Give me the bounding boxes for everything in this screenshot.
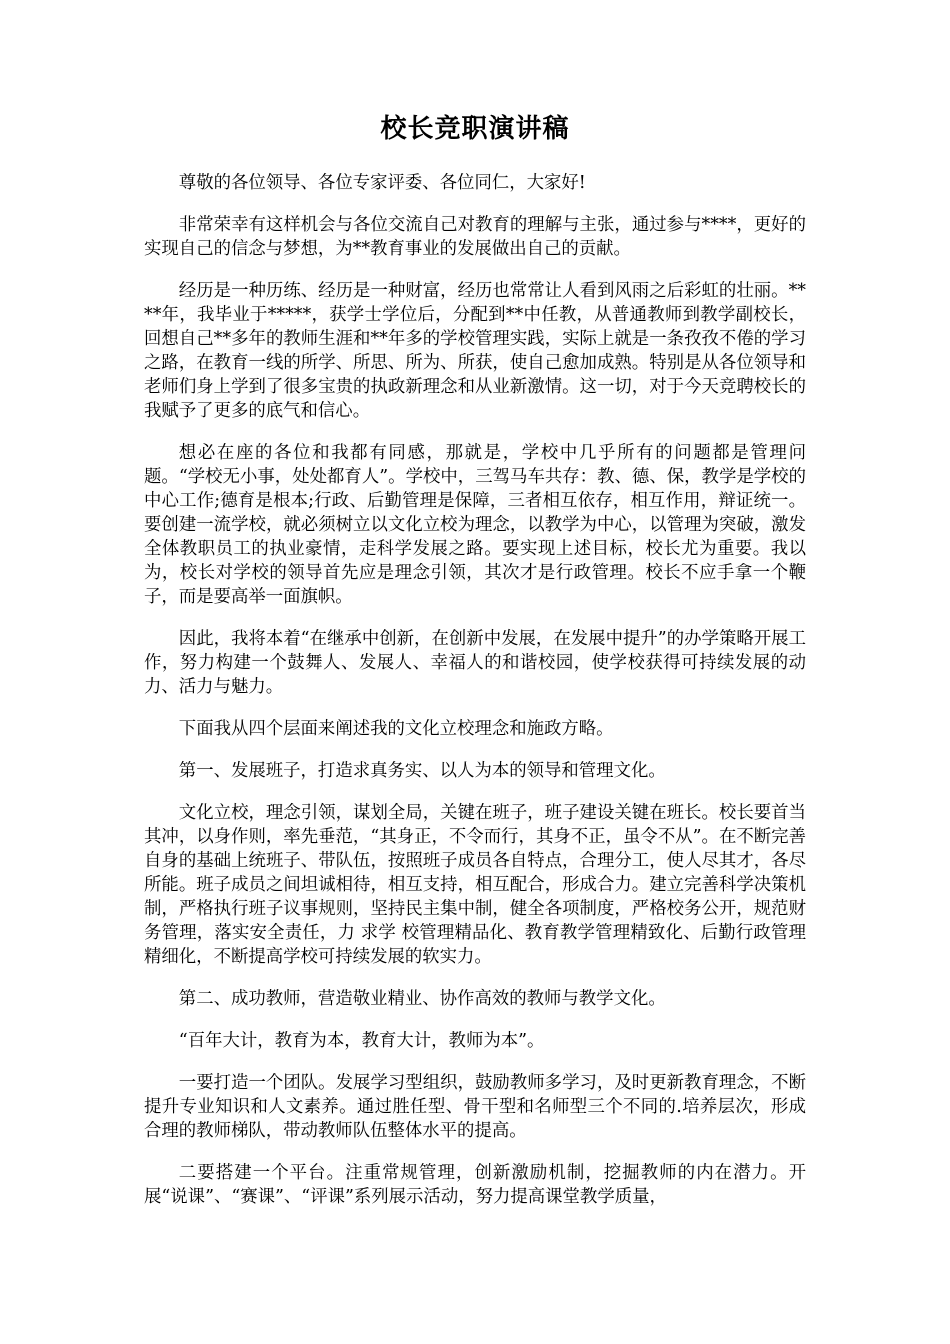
paragraph-experience: 经历是一种历练、经历是一种财富，经历也常常让人看到风雨之后彩虹的壮丽。****年，我毕业于*****，获学士学位后，分配到**中任教，从普通教师到教学副校长，回想自己**多年的教师生涯和**年多的学校管理实践，实际上就是一条孜孜不倦的学习之路，在教育一线的所学、所思、所为、所获，使自己愈加成熟。特别是从各位领导和老师们身上学到了很多宝贵的执政新理念和从业新激情。这一切，对于今天竞聘校长的我赋予了更多的底气和信心。 (144, 281, 806, 421)
paragraph-point-one-body: 文化立校，理念引领，谋划全局，关键在班子，班子建设关键在班长。校长要首当其冲，以身作则，率先垂范，“其身正，不令而行，其身不正，虽令不从”。在不断完善自身的基础上统班子、带队伍，按照班子成员各自特点，合理分工，使人尽其才，各尽所能。班子成员之间坦诚相待，相互支持，相互配合，形成合力。建立完善科学决策机制，严格执行班子议事规则，坚持民主集中制，健全各项制度，严格校务公开，规范财务管理，落实安全责任，力 求学 校管理精品化、教育教学管理精致化、后勤行政管理精细化，不断提高学校可持续发展的软实力。 (144, 803, 806, 967)
document-title: 校长竞职演讲稿 (380, 114, 570, 144)
paragraph-platform: 二要搭建一个平台。注重常规管理，创新激励机制，挖掘教师的内在潜力。开展“说课”、“赛课”、“评课”系列展示活动，努力提高课堂教学质量， (144, 1163, 806, 1207)
document-body (144, 171, 806, 1227)
paragraph-greeting: 尊敬的各位领导、各位专家评委、各位同仁，大家好! (178, 173, 586, 193)
paragraph-management-view: 想必在座的各位和我都有同感，那就是，学校中几乎所有的问题都是管理问题。“学校无小事，处处都育人”。学校中，三驾马车共存：教、德、保，教学是学校的中心工作;德育是根本;行政、后勤管理是保障，三者相互依存，相互作用，辩证统一。要创建一流学校，就必须树立以文化立校为理念，以教学为中心，以管理为突破，激发全体教职员工的执业豪情，走科学发展之路。要实现上述目标，校长尤为重要。我以为，校长对学校的领导首先应是理念引领，其次才是行政管理。校长不应手拿一个鞭子，而是要高举一面旗帜。 (144, 443, 806, 607)
paragraph-point-one-heading: 第一、发展班子，打造求真务实、以人为本的领导和管理文化。 (178, 761, 666, 781)
paragraph-point-two-heading: 第二、成功教师，营造敬业精业、协作高效的教师与教学文化。 (178, 989, 666, 1009)
paragraph-introduction: 非常荣幸有这样机会与各位交流自己对教育的理解与主张，通过参与****，更好的实现自己的信念与梦想，为**教育事业的发展做出自己的贡献。 (144, 215, 806, 259)
paragraph-quote: “百年大计，教育为本，教育大计，教师为本”。 (178, 1031, 545, 1051)
paragraph-strategy: 因此，我将本着“在继承中创新，在创新中发展，在发展中提升”的办学策略开展工作，努力构建一个鼓舞人、发展人、幸福人的和谐校园，使学校获得可持续发展的动力、活力与魅力。 (144, 629, 806, 697)
paragraph-team: 一要打造一个团队。发展学习型组织，鼓励教师多学习，及时更新教育理念，不断提升专业知识和人文素养。通过胜任型、骨干型和名师型三个不同的.培养层次，形成合理的教师梯队，带动教师队伍整体水平的提高。 (144, 1073, 806, 1141)
paragraph-outline: 下面我从四个层面来阐述我的文化立校理念和施政方略。 (178, 719, 614, 739)
